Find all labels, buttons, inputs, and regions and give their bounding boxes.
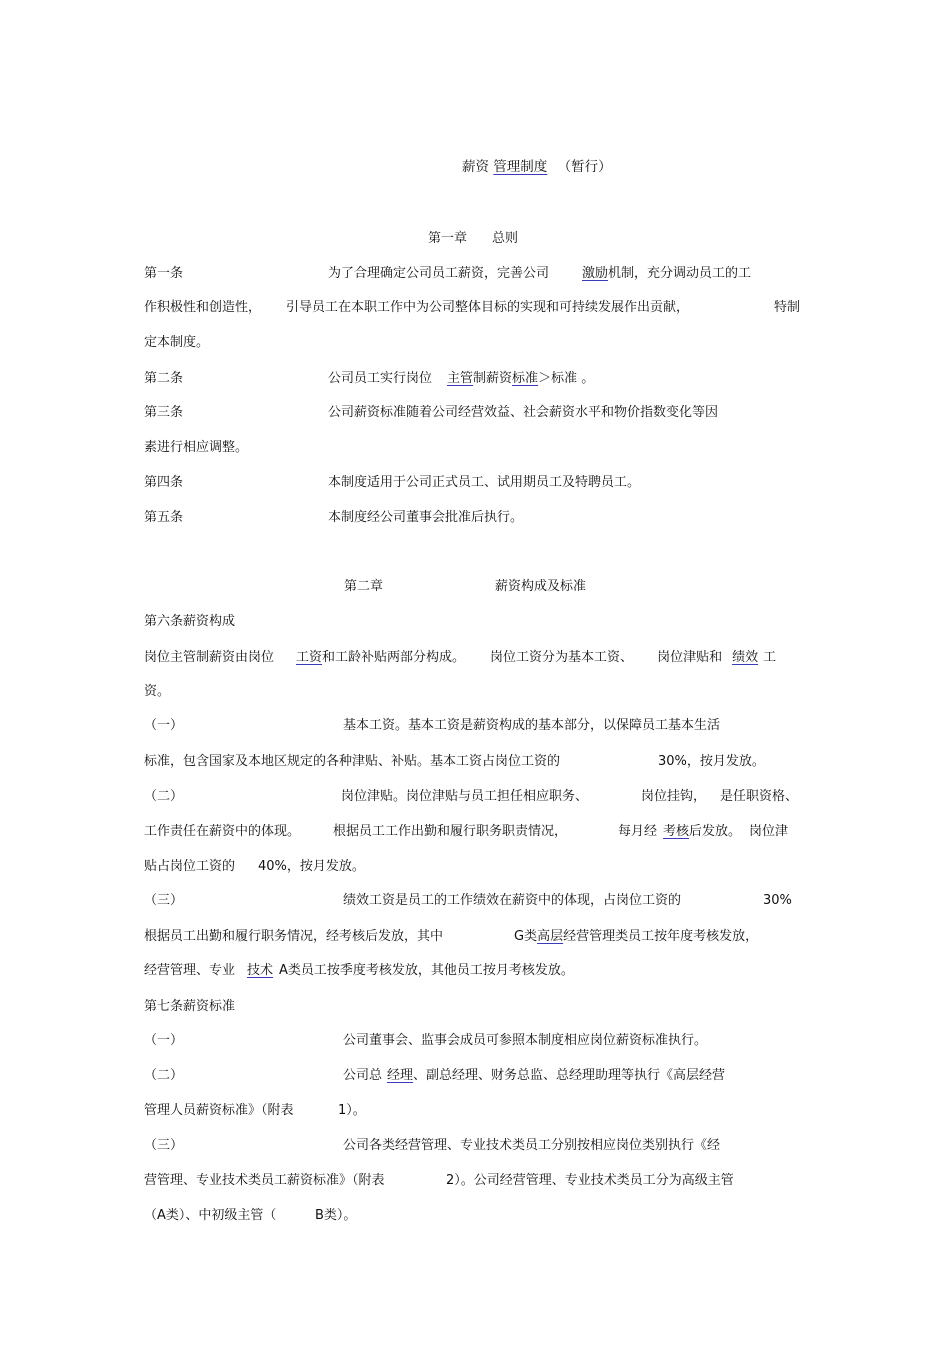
std-3-line-1: 公司各类经营管理、专业技术类员工分别按相应岗位类别执行《经 bbox=[343, 1138, 721, 1153]
item-2-line-3a: 贴占岗位工资的 bbox=[144, 859, 236, 874]
article-1-line-2c: 特制 bbox=[774, 300, 801, 315]
text-segment: 岗位主管制薪资由岗位 bbox=[144, 650, 275, 665]
item-2-line-1a: 岗位津贴。岗位津贴与员工担任相应职务、 bbox=[341, 789, 589, 804]
item-3-line-2a: 根据员工出勤和履行职务情况，经考核后发放，其中 bbox=[144, 929, 444, 944]
item-3-number: （三） bbox=[144, 893, 184, 908]
article-1-line-2b: 引导员工在本职工作中为公司整体目标的实现和可持续发展作出贡献， bbox=[286, 300, 690, 315]
keyword-link[interactable]: 标准 bbox=[512, 371, 539, 386]
chapter-2-label: 第二章 bbox=[344, 579, 384, 594]
text-segment: 、副总经理、财务总监、总经理助理等执行《高层经营 bbox=[413, 1068, 726, 1083]
keyword-link[interactable]: 经理 bbox=[387, 1068, 414, 1083]
std-3-line-3b: B类）。 bbox=[315, 1208, 357, 1223]
text-segment: 机制，充分调动员工的工 bbox=[608, 266, 752, 281]
std-1-text: 公司董事会、监事会成员可参照本制度相应岗位薪资标准执行。 bbox=[343, 1033, 708, 1048]
std-2-number: （二） bbox=[144, 1068, 184, 1083]
item-3-line-2b bbox=[514, 928, 758, 946]
text-segment: A类员工按季度考核发放，其他员工按月考核发放。 bbox=[279, 963, 574, 978]
article-6-heading: 第六条薪资构成 bbox=[144, 614, 236, 629]
title-part-2-link[interactable]: 管理制度 bbox=[493, 159, 548, 175]
std-3-line-3a: （A类）、中初级主管（ bbox=[144, 1208, 277, 1223]
keyword-link[interactable]: 绩效 bbox=[732, 650, 759, 665]
text-segment: 后发放。 bbox=[689, 824, 742, 839]
text-segment: 和工龄补贴两部分构成。 bbox=[322, 650, 466, 665]
article-3-line-2: 素进行相应调整。 bbox=[144, 440, 249, 455]
text-segment: 公司总 bbox=[343, 1068, 383, 1083]
item-2-line-2a: 工作责任在薪资中的体现。 bbox=[144, 824, 301, 839]
chapter-1-name: 总则 bbox=[492, 231, 519, 246]
article-6-line-1 bbox=[144, 649, 776, 667]
text-segment: 岗位津 bbox=[749, 824, 789, 839]
item-1-line-1: 基本工资。基本工资是薪资构成的基本部分，以保障员工基本生活 bbox=[343, 718, 721, 733]
keyword-link[interactable]: 工资 bbox=[296, 650, 323, 665]
item-3-line-1a: 绩效工资是员工的工作绩效在薪资中的体现，占岗位工资的 bbox=[343, 893, 682, 908]
text-segment: ＞标准 。 bbox=[538, 371, 595, 386]
article-7-heading: 第七条薪资标准 bbox=[144, 999, 236, 1014]
std-3-number: （三） bbox=[144, 1138, 184, 1153]
article-2-label: 第二条 bbox=[144, 371, 184, 386]
keyword-link[interactable]: 技术 bbox=[247, 963, 274, 978]
item-3-line-3 bbox=[144, 962, 574, 980]
item-1-line-2a: 标准，包含国家及本地区规定的各种津贴、补贴。基本工资占岗位工资的 bbox=[144, 754, 561, 769]
article-3-label: 第三条 bbox=[144, 405, 184, 420]
article-1-label: 第一条 bbox=[144, 266, 184, 281]
article-4-text: 本制度适用于公司正式员工、试用期员工及特聘员工。 bbox=[328, 475, 641, 490]
item-2-line-2c bbox=[618, 823, 788, 841]
text-segment: 公司员工实行岗位 bbox=[328, 371, 433, 386]
std-3-line-2a: 营管理、专业技术类员工薪资标准》（附表 bbox=[144, 1173, 385, 1188]
keyword-link[interactable]: 高层 bbox=[537, 929, 564, 944]
text-segment: 工 bbox=[763, 650, 777, 665]
keyword-link[interactable]: 考核 bbox=[663, 824, 690, 839]
keyword-link[interactable]: 激励 bbox=[582, 266, 609, 281]
article-3-line-1: 公司薪资标准随着公司经营效益、社会薪资水平和物价指数变化等因 bbox=[328, 405, 719, 420]
item-1-line-2b: 30%，按月发放。 bbox=[658, 754, 765, 769]
item-3-line-1b: 30% bbox=[763, 893, 792, 908]
article-1-line-2a: 作积极性和创造性， bbox=[144, 300, 262, 315]
article-1-line-1 bbox=[328, 265, 751, 283]
std-2-line-1 bbox=[343, 1067, 725, 1085]
chapter-1-label: 第一章 bbox=[428, 231, 468, 246]
std-3-line-2b: 2）。公司经营管理、专业技术类员工分为高级主管 bbox=[446, 1173, 734, 1188]
item-2-line-3b: 40%，按月发放。 bbox=[258, 859, 365, 874]
article-5-text: 本制度经公司董事会批准后执行。 bbox=[328, 510, 524, 525]
item-2-line-1c: 是任职资格、 bbox=[720, 789, 799, 804]
article-4-label: 第四条 bbox=[144, 475, 184, 490]
item-1-number: （一） bbox=[144, 718, 184, 733]
item-2-line-1b: 岗位挂钩， bbox=[641, 789, 707, 804]
text-segment: 岗位工资分为基本工资、 bbox=[490, 650, 634, 665]
title-part-3: （暂行） bbox=[557, 159, 612, 175]
doc-title bbox=[462, 158, 612, 176]
article-5-label: 第五条 bbox=[144, 510, 184, 525]
std-2-line-2a: 管理人员薪资标准》（附表 bbox=[144, 1103, 294, 1118]
text-segment: 经营管理类员工按年度考核发放， bbox=[563, 929, 759, 944]
article-6-line-2: 资。 bbox=[144, 684, 171, 699]
text-segment: 为了合理确定公司员工薪资，完善公司 bbox=[328, 266, 550, 281]
keyword-link[interactable]: 主管 bbox=[447, 371, 474, 386]
title-part-1: 薪资 bbox=[462, 159, 489, 175]
std-1-number: （一） bbox=[144, 1033, 184, 1048]
article-1-line-3: 定本制度。 bbox=[144, 335, 210, 350]
text-segment: 经营管理、专业 bbox=[144, 963, 236, 978]
text-segment: G类 bbox=[514, 929, 538, 944]
text-segment: 制薪资 bbox=[473, 371, 513, 386]
text-segment: 每月经 bbox=[618, 824, 658, 839]
item-2-number: （二） bbox=[144, 789, 184, 804]
article-2-text bbox=[328, 370, 594, 388]
item-2-line-2b: 根据员工工作出勤和履行职务职责情况， bbox=[333, 824, 568, 839]
text-segment: 岗位津贴和 bbox=[657, 650, 723, 665]
chapter-2-name: 薪资构成及标准 bbox=[495, 579, 587, 594]
std-2-line-2b: 1）。 bbox=[338, 1103, 366, 1118]
